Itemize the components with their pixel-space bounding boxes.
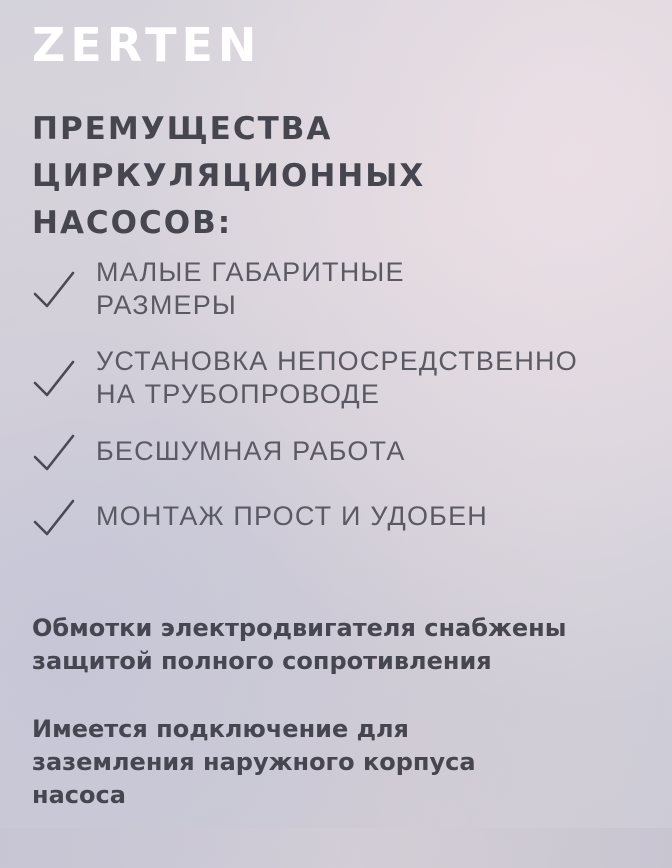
benefits-list: [32, 256, 578, 533]
check-icon: [32, 430, 76, 474]
note-line: Обмотки электродвигателя снабжены: [32, 614, 567, 642]
benefit-text: [96, 435, 578, 468]
note-winding-protection: [32, 612, 566, 678]
note-line: насоса: [32, 781, 126, 809]
benefit-line: МАЛЫЕ ГАБАРИТНЫЕ: [96, 257, 405, 287]
benefit-item: [32, 345, 578, 411]
benefit-item: [32, 435, 578, 468]
note-line: защитой полного сопротивления: [32, 647, 492, 675]
page-headline: [32, 106, 425, 247]
benefit-text: [96, 256, 578, 322]
check-icon: [32, 267, 76, 311]
benefit-line: РАЗМЕРЫ: [96, 290, 238, 320]
headline-line: ЦИРКУЛЯЦИОННЫХ: [32, 158, 426, 194]
note-grounding: [32, 713, 476, 812]
benefit-line: УСТАНОВКА НЕПОСРЕДСТВЕННО: [96, 346, 578, 376]
benefit-line: БЕСШУМНАЯ РАБОТА: [96, 436, 406, 466]
note-line: заземления наружного корпуса: [32, 748, 476, 776]
benefit-line: НА ТРУБОПРОВОДЕ: [96, 379, 381, 409]
benefit-item: [32, 256, 578, 322]
headline-line: НАСОСОВ:: [32, 205, 233, 241]
benefit-line: МОНТАЖ ПРОСТ И УДОБЕН: [96, 501, 489, 531]
headline-line: ПРЕМУЩЕСТВА: [32, 111, 333, 147]
check-icon: [32, 495, 76, 539]
brand-logo: ZERTEN: [32, 18, 262, 72]
benefit-text: [96, 500, 578, 533]
benefit-text: [96, 345, 578, 411]
bottom-watermark-band: [0, 828, 672, 868]
benefit-item: [32, 500, 578, 533]
note-line: Имеется подключение для: [32, 715, 409, 743]
check-icon: [32, 356, 76, 400]
